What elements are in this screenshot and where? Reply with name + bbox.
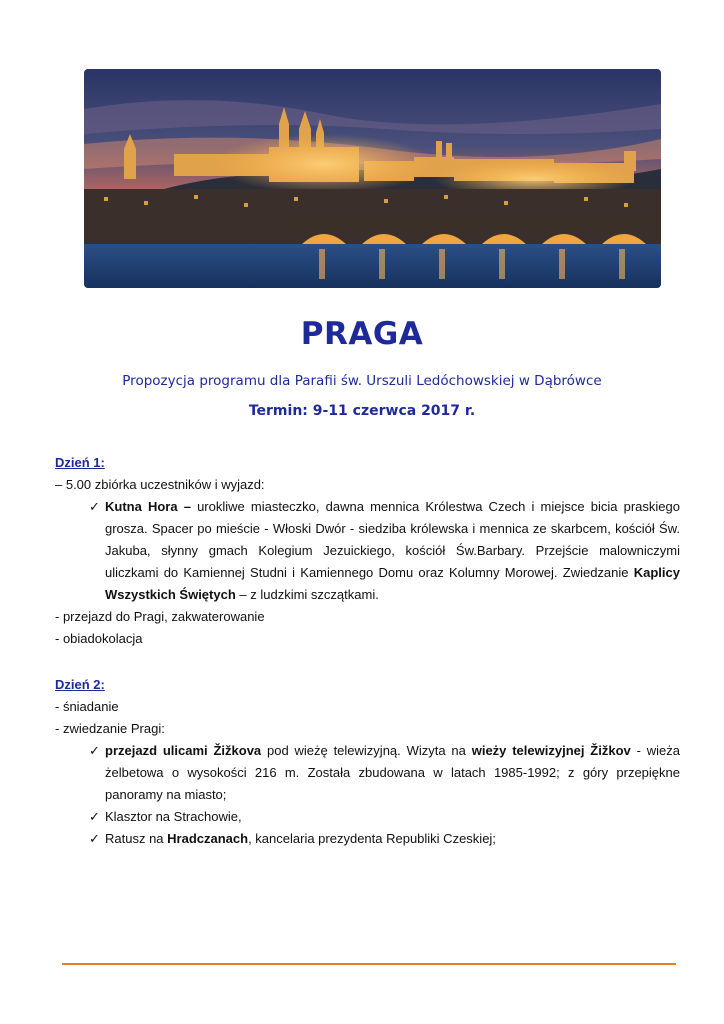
check-icon: ✓	[89, 499, 100, 514]
item-bold: Kutna Hora –	[105, 499, 191, 514]
footer-divider	[62, 963, 676, 965]
item-bold: Kaplicy Wszystkich Świętych	[105, 565, 680, 602]
item-text: pod wieżę telewizyjną. Wizyta na	[261, 743, 472, 758]
check-icon: ✓	[89, 743, 100, 758]
prague-skyline-illustration	[84, 69, 661, 288]
item-bold: przejazd ulicami Žižkova	[105, 743, 262, 758]
item-text: – z ludzkimi szczątkami.	[235, 587, 379, 602]
item-text: , kancelaria prezydenta Republiki Czeskiej;	[248, 831, 496, 846]
day-2-intro-1: - śniadanie	[55, 699, 119, 714]
day-1-after-1: - przejazd do Pragi, zakwaterowanie	[55, 609, 265, 624]
item-text: Ratusz na	[105, 831, 168, 846]
check-icon: ✓	[89, 809, 100, 824]
item-text: - wieża żelbetowa o wysokości 216 m. Została zbudowana w latach 1985-1992; z góry przepiękne panoramy na miasto;	[105, 743, 680, 802]
page-title: PRAGA	[300, 316, 424, 352]
item-bold: Hradczanach	[167, 831, 249, 846]
day-2-heading: Dzień 2:	[55, 677, 105, 692]
item-text: Klasztor na Strachowie,	[105, 809, 242, 824]
day-2-item-zizkov	[55, 740, 680, 806]
day-2-intro-2: - zwiedzanie Pragi:	[55, 721, 165, 736]
itinerary	[55, 452, 680, 850]
item-text: urokliwe miasteczko, dawna mennica Królestwa Czech i miejsce bicia praskiego grosza. Spacer po mieście - Włoski Dwór - siedziba królewska i mennica ze skarbcem, kościół Św. Jakuba, słynny gmach Kolegium Jezuickiego, kościół Św.Barbary. Przejście malowniczymi uliczkami do Kamiennej Studni i Kamiennego Domu oraz Kolumny Morowej. Zwiedzanie	[105, 499, 680, 580]
day-2-item-hradczany	[55, 828, 680, 850]
page-subtitle: Propozycja programu dla Parafii św. Urszuli Ledóchowskiej w Dąbrówce	[122, 373, 602, 389]
day-1-heading: Dzień 1:	[55, 455, 105, 470]
day-1-item-kutna-hora	[55, 496, 680, 606]
day-1-intro: – 5.00 zbiórka uczestników i wyjazd:	[55, 477, 265, 492]
header-photo	[84, 69, 661, 288]
trip-dates: Termin: 9-11 czerwca 2017 r.	[248, 403, 476, 419]
check-icon: ✓	[89, 831, 100, 846]
day-2-item-strahov	[55, 806, 680, 828]
day-1-after-2: - obiadokolacja	[55, 631, 143, 646]
item-bold: wieży telewizyjnej Žižkov	[471, 743, 631, 758]
